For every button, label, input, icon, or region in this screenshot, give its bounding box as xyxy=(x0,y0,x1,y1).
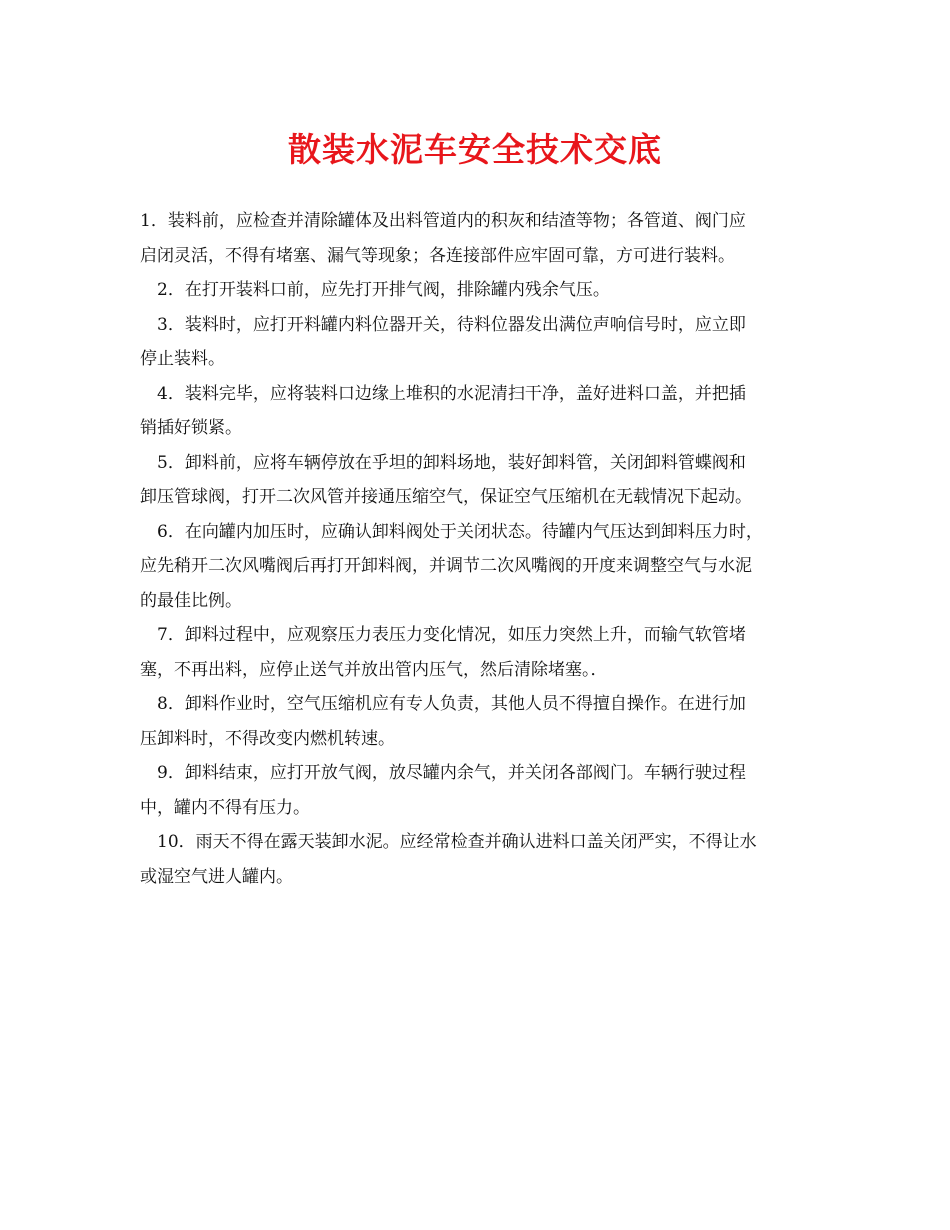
paragraph-3 xyxy=(140,308,815,377)
paragraph-line: 7．卸料过程中，应观察压力表压力变化情况，如压力突然上升，而输气软管堵 xyxy=(157,625,746,645)
paragraph-2 xyxy=(140,273,815,308)
paragraph-line: 停止装料。 xyxy=(140,349,225,369)
paragraph-6 xyxy=(140,515,815,619)
paragraph-line: 销插好锁紧。 xyxy=(140,418,242,438)
paragraph-line: 10．雨天不得在露天装卸水泥。应经常检查并确认进料口盖关闭严实，不得让水 xyxy=(157,832,757,852)
paragraph-10 xyxy=(140,825,815,894)
paragraph-line: 或湿空气进人罐内。 xyxy=(140,866,293,887)
paragraph-line: 5．卸料前，应将车辆停放在乎坦的卸料场地，装好卸料管，关闭卸料管蝶阀和 xyxy=(157,452,746,473)
paragraph-line: 4．装料完毕，应将装料口边缘上堆积的水泥清扫干净，盖好进料口盖，并把插 xyxy=(157,383,746,404)
paragraph-line: 启闭灵活，不得有堵塞、漏气等现象；各连接部件应牢固可靠，方可进行装料。 xyxy=(140,245,735,266)
paragraph-7 xyxy=(140,618,815,687)
paragraph-line: 应先稍开二次风嘴阀后再打开卸料阀，并调节二次风嘴阀的开度来调整空气与水泥 xyxy=(140,556,752,576)
paragraph-line: 1．装料前，应检查并清除罐体及出料管道内的积灰和结渣等物；各管道、阀门应 xyxy=(140,211,746,231)
paragraph-1 xyxy=(140,204,815,273)
paragraph-8 xyxy=(140,687,815,756)
paragraph-line: 塞，不再出料，应停止送气并放出管内压气，然后清除堵塞。． xyxy=(140,659,608,680)
document-body xyxy=(140,204,815,894)
paragraph-4 xyxy=(140,377,815,446)
paragraph-9 xyxy=(140,756,815,825)
paragraph-line: 中，罐内不得有压力。 xyxy=(140,797,310,818)
paragraph-line: 卸压管球阀，打开二次风管并接通压缩空气，保证空气压缩机在无载情况下起动。 xyxy=(140,487,752,507)
paragraph-line: 3．装料时，应打开料罐内料位器开关，待料位器发出满位声响信号时，应立即 xyxy=(157,314,746,335)
paragraph-line: 9．卸料结束，应打开放气阀，放尽罐内余气，并关闭各部阀门。车辆行驶过程 xyxy=(157,763,746,783)
paragraph-line: 8．卸料作业时，空气压缩机应有专人负责，其他人员不得擅自操作。在进行加 xyxy=(157,694,746,714)
paragraph-line: 2．在打开装料口前，应先打开排气阀，排除罐内残余气压。 xyxy=(157,280,610,300)
paragraph-line: 压卸料时，不得改变内燃机转速。 xyxy=(140,728,395,749)
paragraph-5 xyxy=(140,446,815,515)
document-title: 散装水泥车安全技术交底 xyxy=(288,130,662,169)
paragraph-line: 6．在向罐内加压时，应确认卸料阀处于关闭状态。待罐内气压达到卸料压力时， xyxy=(157,521,763,542)
paragraph-line: 的最佳比例。 xyxy=(140,590,242,611)
